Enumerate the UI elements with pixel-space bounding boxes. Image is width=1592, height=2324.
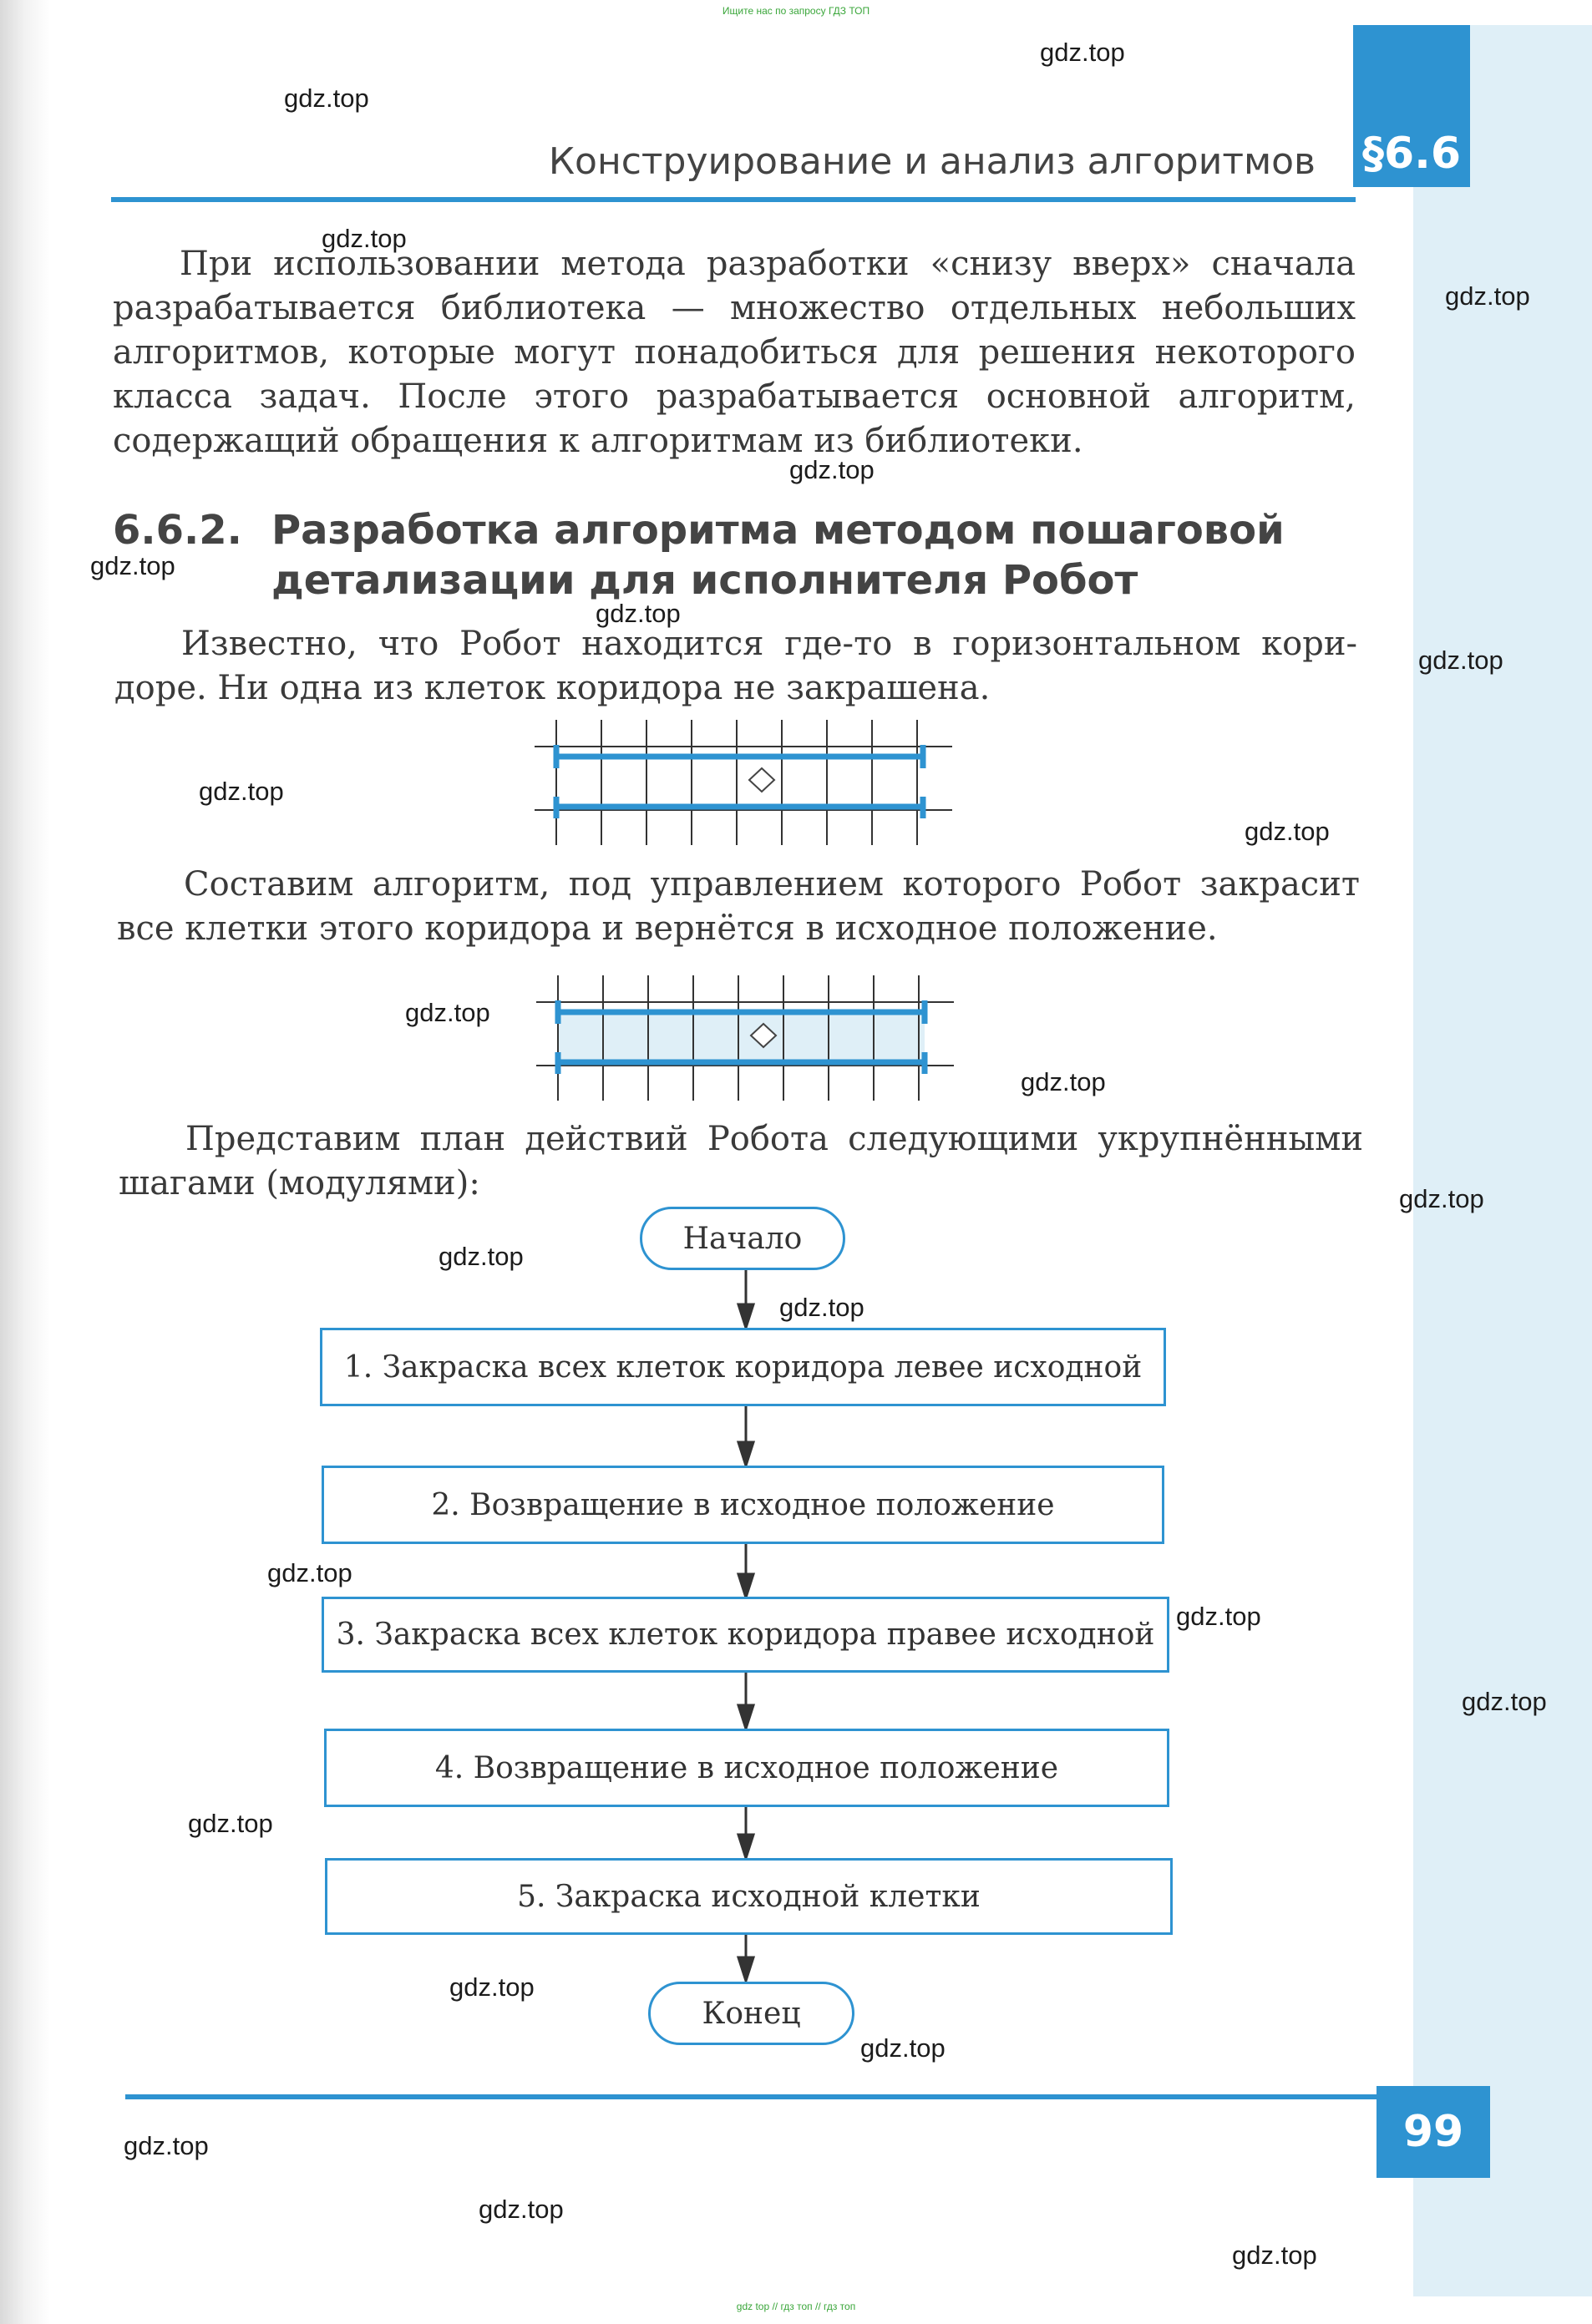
watermark: gdz.top: [405, 998, 490, 1027]
watermark: gdz.top: [860, 2033, 946, 2063]
plan-line-2: шагами (модулями):: [119, 1164, 480, 1203]
watermark: gdz.top: [1021, 1067, 1106, 1096]
subsection-title-line-2: детализации для исполнителя Робот: [271, 557, 1138, 604]
flowchart-step-1: 1. Закраска всех клеток коридора левее исходной: [320, 1328, 1166, 1406]
watermark: gdz.top: [1245, 817, 1330, 846]
watermark: gdz.top: [90, 551, 175, 580]
bottom-links[interactable]: gdz top // гдз топ // гдз топ: [736, 2301, 856, 2312]
watermark: gdz.top: [124, 2131, 209, 2160]
subsection-title-line-1: Разработка алгоритма методом пошаговой: [271, 507, 1285, 554]
watermark: gdz.top: [596, 599, 681, 628]
watermark: gdz.top: [267, 1558, 352, 1587]
corridor-line-2: доре. Ни одна из клеток коридора не закрашена.: [114, 669, 991, 707]
section-tab: §6.6: [1353, 25, 1470, 187]
flowchart-step-4: 4. Возвращение в исходное положение: [324, 1729, 1169, 1807]
flowchart-step-5: 5. Закраска исходной клетки: [325, 1858, 1173, 1935]
intro-line-1: При использовании метода разработки «снизу вверх» сначала: [180, 245, 1356, 283]
watermark: gdz.top: [1445, 281, 1530, 311]
footer-rule: [125, 2094, 1378, 2099]
intro-line-3: алгоритмов, которые могут понадобиться для решения некоторого: [113, 333, 1356, 372]
watermark: gdz.top: [479, 2195, 564, 2224]
watermark: gdz.top: [199, 777, 284, 806]
watermark: gdz.top: [449, 1972, 535, 2002]
watermark: gdz.top: [1232, 2240, 1317, 2270]
top-search-link[interactable]: Ищите нас по запросу ГДЗ ТОП: [722, 5, 870, 17]
intro-line-2: разрабатывается библиотека — множество отдельных небольших: [113, 289, 1356, 327]
watermark: gdz.top: [1176, 1602, 1261, 1631]
page-number: 99: [1377, 2086, 1490, 2178]
page-header-title: Конструирование и анализ алгоритмов: [548, 140, 1316, 183]
plan-line-1: Представим план действий Робота следующими укрупнёнными: [185, 1120, 1363, 1158]
subsection-number: 6.6.2.: [113, 507, 242, 554]
watermark: gdz.top: [779, 1293, 864, 1322]
flowchart-step-2: 2. Возвращение в исходное положение: [322, 1466, 1164, 1544]
flowchart-step-3: 3. Закраска всех клеток коридора правее исходной: [322, 1597, 1169, 1673]
watermark: gdz.top: [789, 455, 875, 484]
watermark: gdz.top: [1418, 646, 1503, 675]
goal-line-1: Составим алгоритм, под управлением которого Робот закрасит: [184, 865, 1360, 904]
watermark: gdz.top: [1040, 38, 1125, 67]
intro-line-5: содержащий обращения к алгоритмам из библиотеки.: [113, 422, 1083, 460]
corridor-line-1: Известно, что Робот находится где-то в горизонтальном кори-: [181, 625, 1357, 663]
watermark: gdz.top: [284, 84, 369, 113]
flowchart-end: Конец: [648, 1982, 854, 2045]
intro-line-4: класса задач. После этого разрабатывается основной алгоритм,: [113, 377, 1356, 416]
watermark: gdz.top: [1462, 1687, 1547, 1716]
goal-line-2: все клетки этого коридора и вернётся в исходное положение.: [117, 909, 1218, 948]
watermark: gdz.top: [1399, 1184, 1484, 1213]
watermark: gdz.top: [188, 1809, 273, 1838]
watermark: gdz.top: [439, 1242, 524, 1271]
watermark: gdz.top: [322, 224, 407, 253]
flowchart-start: Начало: [640, 1207, 845, 1270]
